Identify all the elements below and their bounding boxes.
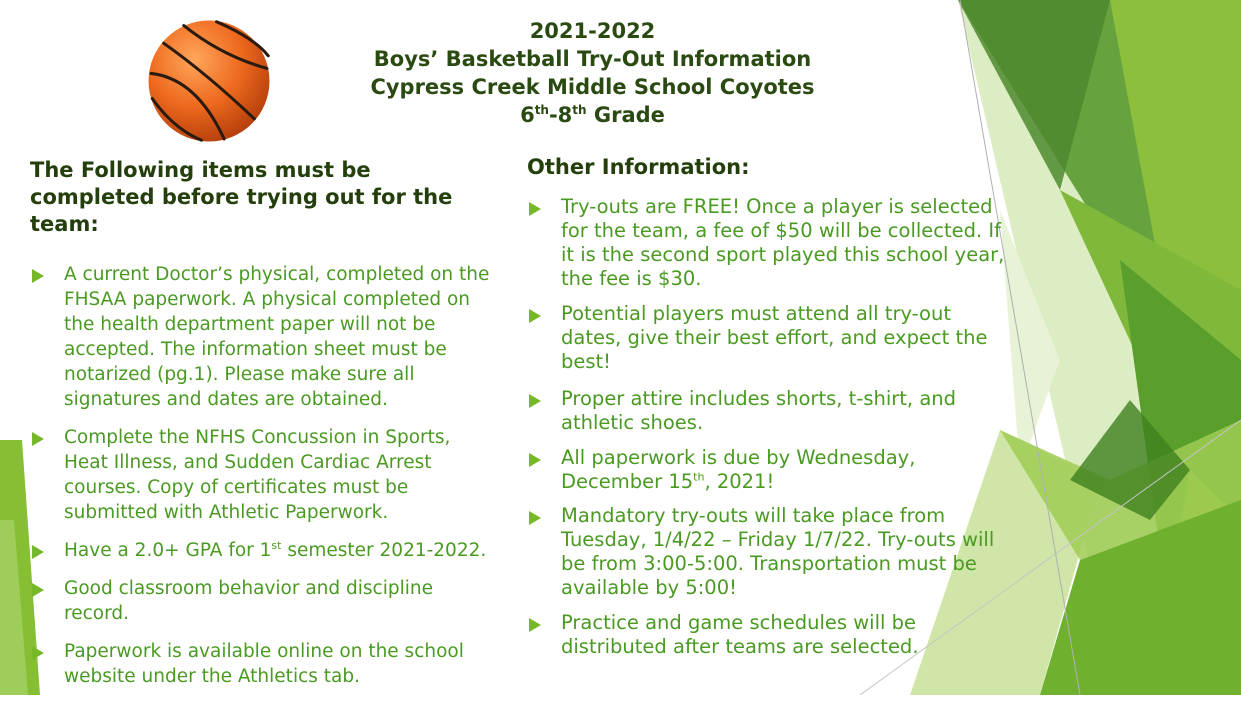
- list-item-text: [64, 540, 486, 561]
- triangle-bullet-icon: [529, 202, 541, 216]
- triangle-bullet-icon: [32, 269, 44, 283]
- list-item-text: Mandatory try-outs will take place from Tuesday, 1/4/22 – Friday 1/7/22. Try-outs will be from 3:00-5:00. Transportation must be available by 5:00!: [561, 504, 995, 599]
- due-post: , 2021!: [704, 470, 775, 493]
- list-item: [30, 576, 500, 626]
- due-sup: th: [693, 470, 705, 484]
- basketball-icon: [146, 18, 272, 144]
- requirements-section: [30, 157, 500, 702]
- list-item-text: Try-outs are FREE! Once a player is selected for the team, a fee of $50 will be collected. If it is the second sport played this school year, the fee is $30.: [561, 195, 1005, 290]
- triangle-bullet-icon: [32, 545, 44, 559]
- list-item-text: A current Doctor’s physical, completed on the FHSAA paperwork. A physical completed on the health department paper will not be accepted. The information sheet must be notarized (pg.1). Please make sure all signatures and dates are obtained.: [64, 264, 490, 410]
- triangle-bullet-icon: [529, 453, 541, 467]
- list-item-text: Practice and game schedules will be distributed after teams are selected.: [561, 611, 919, 658]
- triangle-bullet-icon: [529, 511, 541, 525]
- gpa-pre: Have a 2.0+ GPA for 1: [64, 540, 272, 561]
- list-item-text: Potential players must attend all try-out dates, give their best effort, and expect the best!: [561, 302, 988, 373]
- triangle-bullet-icon: [529, 394, 541, 408]
- triangle-bullet-icon: [529, 309, 541, 323]
- list-item-text: Paperwork is available online on the school website under the Athletics tab.: [64, 641, 464, 687]
- grade-b: -8: [548, 103, 573, 127]
- list-item-text: Complete the NFHS Concussion in Sports, Heat Illness, and Sudden Cardiac Arrest courses. Copy of certificates must be submitted with Athletic Paperwork.: [64, 427, 451, 523]
- list-item-text: Proper attire includes shorts, t-shirt, and athletic shoes.: [561, 387, 957, 434]
- triangle-bullet-icon: [529, 618, 541, 632]
- other-info-section: [527, 154, 1012, 670]
- triangle-bullet-icon: [32, 432, 44, 446]
- list-item: [527, 504, 1012, 600]
- gpa-post: semester 2021-2022.: [281, 540, 487, 561]
- other-info-list: [527, 195, 1012, 659]
- gpa-sup: st: [271, 538, 282, 552]
- list-item: [527, 611, 1012, 659]
- due-pre: All paperwork is due by Wednesday, December 15: [561, 446, 916, 493]
- title-grade: [300, 101, 885, 129]
- grade-b-sup: th: [572, 103, 587, 117]
- grade-a-sup: th: [534, 103, 549, 117]
- list-item: [30, 425, 500, 525]
- list-item-text: [561, 446, 915, 493]
- grade-c: Grade: [586, 103, 665, 127]
- requirements-list: [30, 262, 500, 689]
- title-school: Cypress Creek Middle School Coyotes: [370, 75, 815, 99]
- list-item: [527, 302, 1012, 374]
- triangle-bullet-icon: [32, 646, 44, 660]
- list-item: [527, 195, 1012, 291]
- grade-a: 6: [520, 103, 535, 127]
- title-year: 2021-2022: [529, 19, 656, 43]
- other-info-heading: Other Information:: [527, 155, 750, 179]
- list-item: [527, 387, 1012, 435]
- list-item: [30, 639, 500, 689]
- list-item: [527, 446, 1012, 494]
- triangle-bullet-icon: [32, 583, 44, 597]
- requirements-heading: The Following items must be completed before trying out for the team:: [30, 158, 453, 236]
- list-item-text: Good classroom behavior and discipline record.: [64, 578, 433, 624]
- list-item: [30, 262, 500, 412]
- title-subject: Boys’ Basketball Try-Out Information: [373, 47, 812, 71]
- page-title: [300, 17, 885, 129]
- list-item: [30, 538, 500, 563]
